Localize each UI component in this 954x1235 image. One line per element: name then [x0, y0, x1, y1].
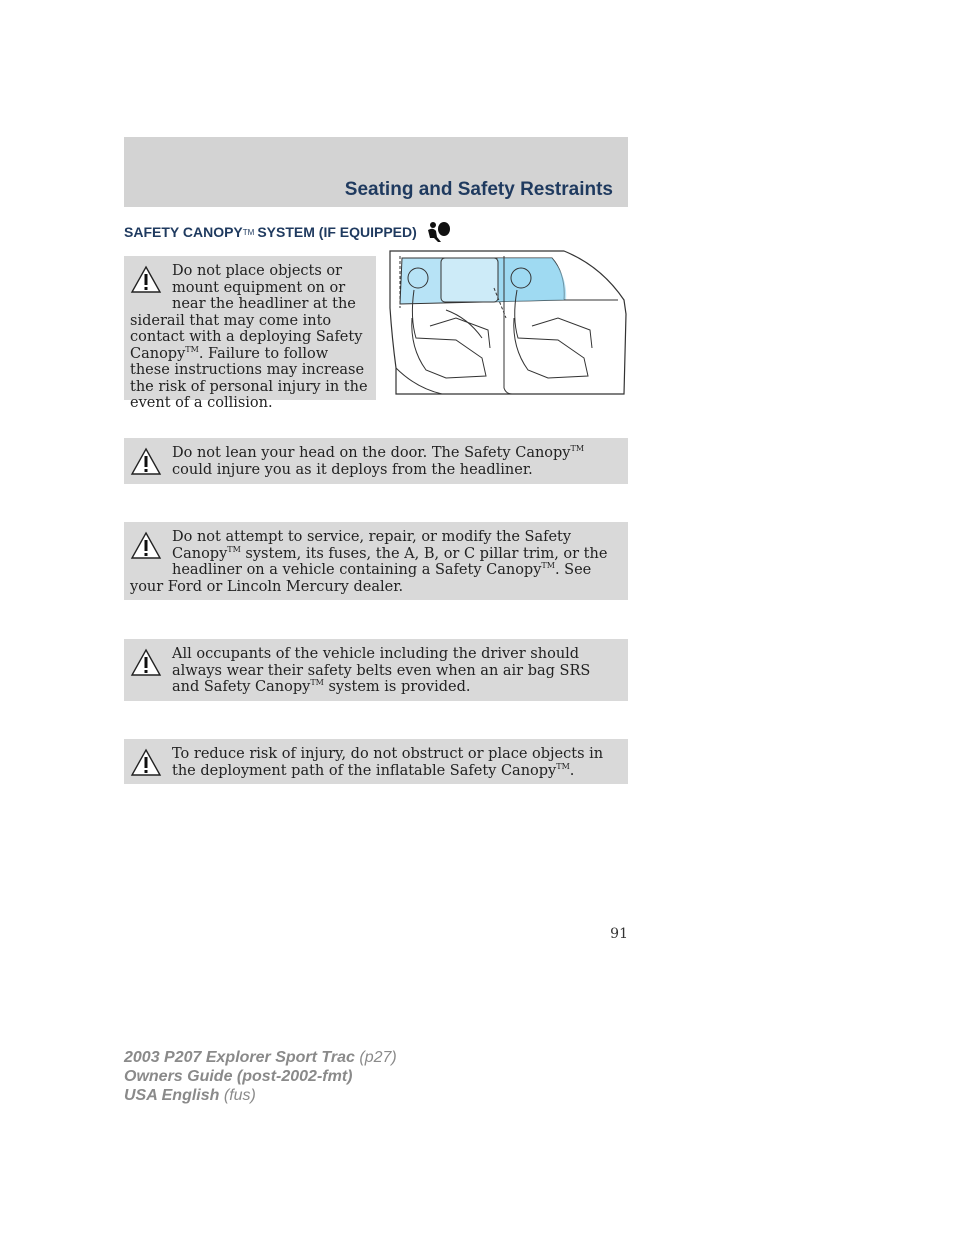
- section-heading-rest: SYSTEM (IF EQUIPPED): [257, 224, 417, 240]
- warning-text: Do not lean your head on the door. The Safety Canopy™ could injure you as it deploys from the headliner.: [172, 444, 585, 478]
- section-heading-main: SAFETY CANOPY: [124, 224, 243, 240]
- warning-box: [124, 522, 628, 600]
- chapter-title: Seating and Safety Restraints: [344, 179, 613, 200]
- vehicle-side-curtain-airbag-illustration: [386, 248, 630, 400]
- warning-box: [124, 739, 628, 784]
- warning-text: All occupants of the vehicle including the driver should always wear their safety belts even when an air bag SRS and Safety Canopy™ system is provided.: [172, 646, 591, 695]
- section-heading: [124, 222, 451, 242]
- warning-triangle-icon: [130, 447, 162, 477]
- airbag-icon: [423, 221, 451, 243]
- page-number: 91: [610, 926, 628, 942]
- warning-triangle-icon: [130, 265, 162, 295]
- document-footer: 2003 P207 Explorer Sport Trac (p27) Owners Guide (post-2002-fmt) USA English (fus): [124, 1049, 397, 1104]
- warning-box: [124, 256, 376, 411]
- warning-box: [124, 438, 628, 484]
- warning-text: Do not place objects or mount equipment on or near the headliner at the siderail that may come into contact with a deploying Safety Canopy™. Failure to follow these instructions may increase the risk of personal injury in the event of a collision.: [130, 263, 368, 411]
- warning-triangle-icon: [130, 531, 162, 561]
- warning-triangle-icon: [130, 748, 162, 778]
- warning-box: [124, 639, 628, 701]
- warning-text: To reduce risk of injury, do not obstruct or place objects in the deployment path of the inflatable Safety Canopy™.: [172, 746, 604, 779]
- warning-text: Do not attempt to service, repair, or modify the Safety Canopy™ system, its fuses, the A, B, or C pillar trim, or the headliner on a vehicle containing a Safety Canopy™. See your Ford or Lincoln Mercury dealer.: [130, 529, 608, 595]
- trademark-mark: TM: [242, 227, 255, 237]
- warning-triangle-icon: [130, 648, 162, 678]
- chapter-header-band: [124, 137, 628, 207]
